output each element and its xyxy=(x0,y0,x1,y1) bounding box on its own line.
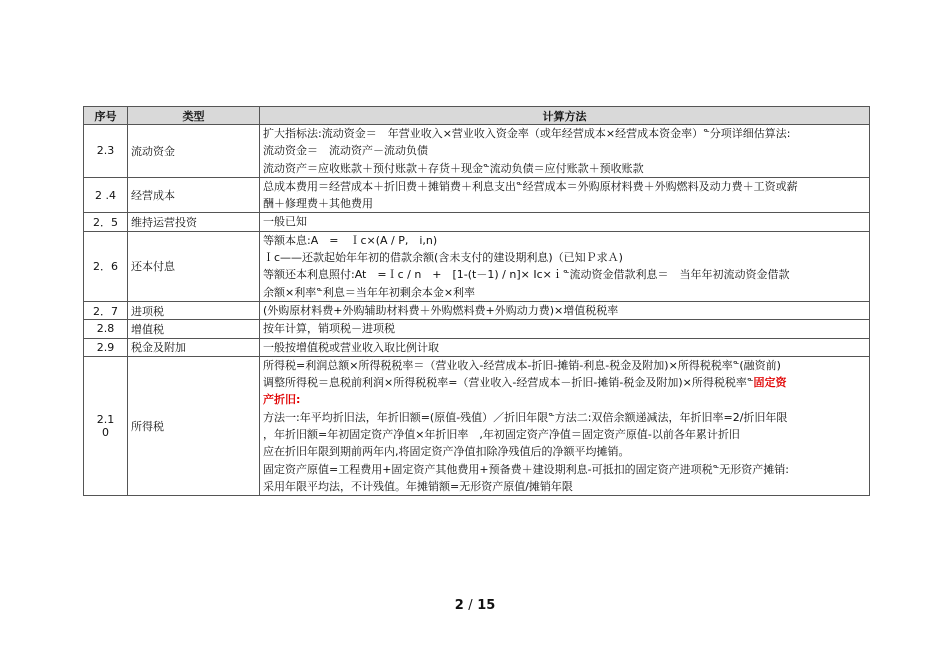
header-method: 计算方法 xyxy=(260,107,870,125)
method-line: 按年计算，销项税－进项税 xyxy=(263,322,395,336)
method-line: 流动资金＝ 流动资产－流动负债 xyxy=(263,144,428,158)
highlight-text: 固定资 xyxy=(753,376,787,390)
row-number-part: 0 xyxy=(102,426,109,440)
row-method xyxy=(260,320,870,338)
highlight-text: 产折旧: xyxy=(263,393,301,407)
current-page: 2 xyxy=(454,598,464,613)
table-row xyxy=(84,301,870,319)
method-line: 扩大指标法:流动资金＝ 年营业收入×营业收入资金率（或年经营成本×经营成本资金率）ᓐ分项详细估算法: xyxy=(263,127,791,140)
method-line: 一般已知 xyxy=(263,215,307,229)
row-number: 2．7 xyxy=(84,301,128,319)
row-type: 进项税 xyxy=(128,301,260,319)
row-method xyxy=(260,338,870,356)
method-line-text: 调整所得税＝息税前利润×所得税税率=（营业收入-经营成本－折旧-摊销-税金及附加)×所得税税率ᓐ xyxy=(263,376,754,390)
row-number: 2.3 xyxy=(84,125,128,178)
table-row xyxy=(84,338,870,356)
row-type: 流动资金 xyxy=(128,125,260,178)
method-line: (外购原材料费+外购辅助材料费＋外购燃料费+外购动力费)×增值税税率 xyxy=(263,303,619,317)
row-type: 经营成本 xyxy=(128,177,260,213)
row-number-part: 2.1 xyxy=(96,413,115,427)
method-line: 余额×利率ᓐ利息＝当年年初剩余本金×利率 xyxy=(263,285,476,299)
row-method xyxy=(260,213,870,231)
table-header-row xyxy=(84,107,870,125)
table-row xyxy=(84,125,870,178)
method-line: 等额本息:A = Ｉc×(A / P, i,n) xyxy=(263,233,438,247)
row-type: 还本付息 xyxy=(128,231,260,301)
row-method xyxy=(260,356,870,495)
page-number xyxy=(0,598,950,613)
method-line: 所得税=利润总额×所得税税率＝（营业收入-经营成本-折旧-摊销-利息-税金及附加)×所得税税率ᓐ(融资前) xyxy=(263,358,781,372)
calculation-methods-table xyxy=(83,106,870,496)
method-line: 总成本费用＝经营成本＋折旧费＋摊销费＋利息支出ᓐ经营成本＝外购原材料费＋外购燃料及动力费＋工资或薪 xyxy=(263,179,798,193)
method-line: 采用年限平均法，不计残值。年摊销额=无形资产原值/摊销年限 xyxy=(263,479,573,493)
row-type: 维持运营投资 xyxy=(128,213,260,231)
row-type: 增值税 xyxy=(128,320,260,338)
row-number: 2 .4 xyxy=(84,177,128,213)
row-number: 2.9 xyxy=(84,338,128,356)
method-line: 固定资产原值=工程费用+固定资产其他费用+预备费＋建设期利息-可抵扣的固定资产进项税ᓐ无形资产摊销: xyxy=(263,462,789,476)
table-row xyxy=(84,231,870,301)
method-line: ，年折旧额=年初固定资产净值×年折旧率 ,年初固定资产净值＝固定资产原值-以前各年累计折旧 xyxy=(263,428,740,442)
method-line: 方法一:年平均折旧法，年折旧额=(原值-残值）／折旧年限ᓐ方法二:双倍余额递减法，年折旧率=2/折旧年限 xyxy=(263,410,788,424)
row-type: 税金及附加 xyxy=(128,338,260,356)
method-line: 一般按增值税或营业收入取比例计取 xyxy=(263,340,439,354)
table-row xyxy=(84,356,870,495)
row-method xyxy=(260,177,870,213)
method-line: 等额还本利息照付:At =Ｉc / n + [1-(t－1) / n]× Ic×ｉᓐ流动资金借款利息＝ 当年年初流动资金借款 xyxy=(263,268,790,282)
method-line xyxy=(263,374,866,391)
row-method xyxy=(260,231,870,301)
row-method xyxy=(260,301,870,319)
table-row xyxy=(84,177,870,213)
method-line: 应在折旧年限到期前两年内,将固定资产净值扣除净残值后的净额平均摊销。 xyxy=(263,445,630,459)
method-line: 流动资产＝应收账款＋预付账款＋存货＋现金ᓐ流动负债＝应付账款＋预收账款 xyxy=(263,161,644,175)
header-type: 类型 xyxy=(128,107,260,125)
row-number: 2.8 xyxy=(84,320,128,338)
table-row xyxy=(84,320,870,338)
method-line: 酬＋修理费＋其他费用 xyxy=(263,197,373,211)
method-line: Ｉc——还款起始年年初的借款余额(含未支付的建设期利息)（已知Ｐ求Ａ) xyxy=(263,251,623,265)
row-method xyxy=(260,125,870,178)
row-number: 2．5 xyxy=(84,213,128,231)
page-separator: / xyxy=(468,598,473,613)
row-type: 所得税 xyxy=(128,356,260,495)
total-pages: 15 xyxy=(477,598,496,613)
row-number: 2．6 xyxy=(84,231,128,301)
table-row xyxy=(84,213,870,231)
header-no: 序号 xyxy=(84,107,128,125)
row-number xyxy=(84,356,128,495)
